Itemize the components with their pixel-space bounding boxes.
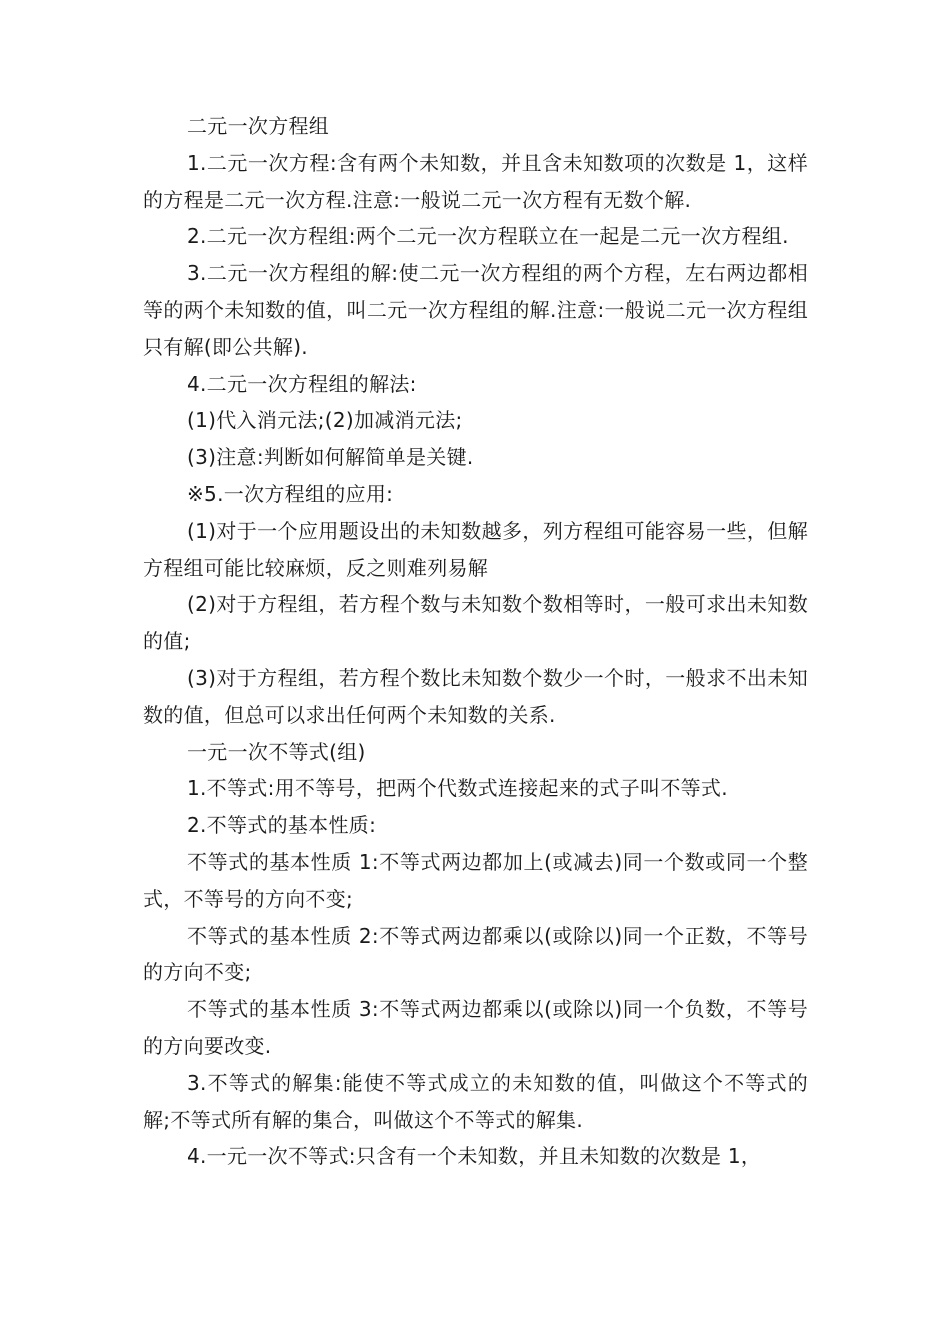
section-heading-inequality: 一元一次不等式(组) <box>187 739 366 764</box>
document-body <box>143 108 808 1175</box>
section-heading-linear-equation-system: 二元一次方程组 <box>187 114 330 138</box>
inequality-paragraph-3: 3.不等式的解集:能使不等式成立的未知数的值，叫做这个不等式的解;不等式所有解的集合，叫做这个不等式的解集. <box>143 1070 808 1132</box>
paragraph-5: ※5.一次方程组的应用: <box>187 481 394 506</box>
inequality-property-1: 不等式的基本性质 1:不等式两边都加上(或减去)同一个数或同一个整式，不等号的方向不变; <box>143 849 808 911</box>
paragraph-4: 4.二元一次方程组的解法: <box>187 371 417 396</box>
paragraph-3: 3.二元一次方程组的解:使二元一次方程组的两个方程，左右两边都相等的两个未知数的值，叫二元一次方程组的解.注意:一般说二元一次方程组只有解(即公共解). <box>143 261 808 359</box>
paragraph-2: 2.二元一次方程组:两个二元一次方程联立在一起是二元一次方程组. <box>187 224 789 249</box>
paragraph-1: 1.二元一次方程:含有两个未知数，并且含未知数项的次数是 1，这样的方程是二元一次方程.注意:一般说二元一次方程有无数个解. <box>143 150 808 212</box>
paragraph-5-item-2: (2)对于方程组，若方程个数与未知数个数相等时，一般可求出未知数的值; <box>143 592 808 654</box>
inequality-property-3: 不等式的基本性质 3:不等式两边都乘以(或除以)同一个负数，不等号的方向要改变. <box>143 997 808 1058</box>
inequality-paragraph-1: 1.不等式:用不等号，把两个代数式连接起来的式子叫不等式. <box>187 776 728 801</box>
paragraph-5-item-1: (1)对于一个应用题设出的未知数越多，列方程组可能容易一些，但解方程组可能比较麻烦，反之则难列易解 <box>143 518 808 580</box>
inequality-paragraph-4: 4.一元一次不等式:只含有一个未知数，并且未知数的次数是 1， <box>187 1144 762 1169</box>
inequality-property-2: 不等式的基本性质 2:不等式两边都乘以(或除以)同一个正数，不等号的方向不变; <box>143 923 808 985</box>
paragraph-5-item-3: (3)对于方程组，若方程个数比未知数个数少一个时，一般求不出未知数的值，但总可以求出任何两个未知数的关系. <box>143 665 808 727</box>
paragraph-4-note: (3)注意:判断如何解简单是关键. <box>187 445 474 470</box>
inequality-paragraph-2: 2.不等式的基本性质: <box>187 813 377 838</box>
paragraph-4-methods: (1)代入消元法;(2)加减消元法; <box>187 408 463 433</box>
